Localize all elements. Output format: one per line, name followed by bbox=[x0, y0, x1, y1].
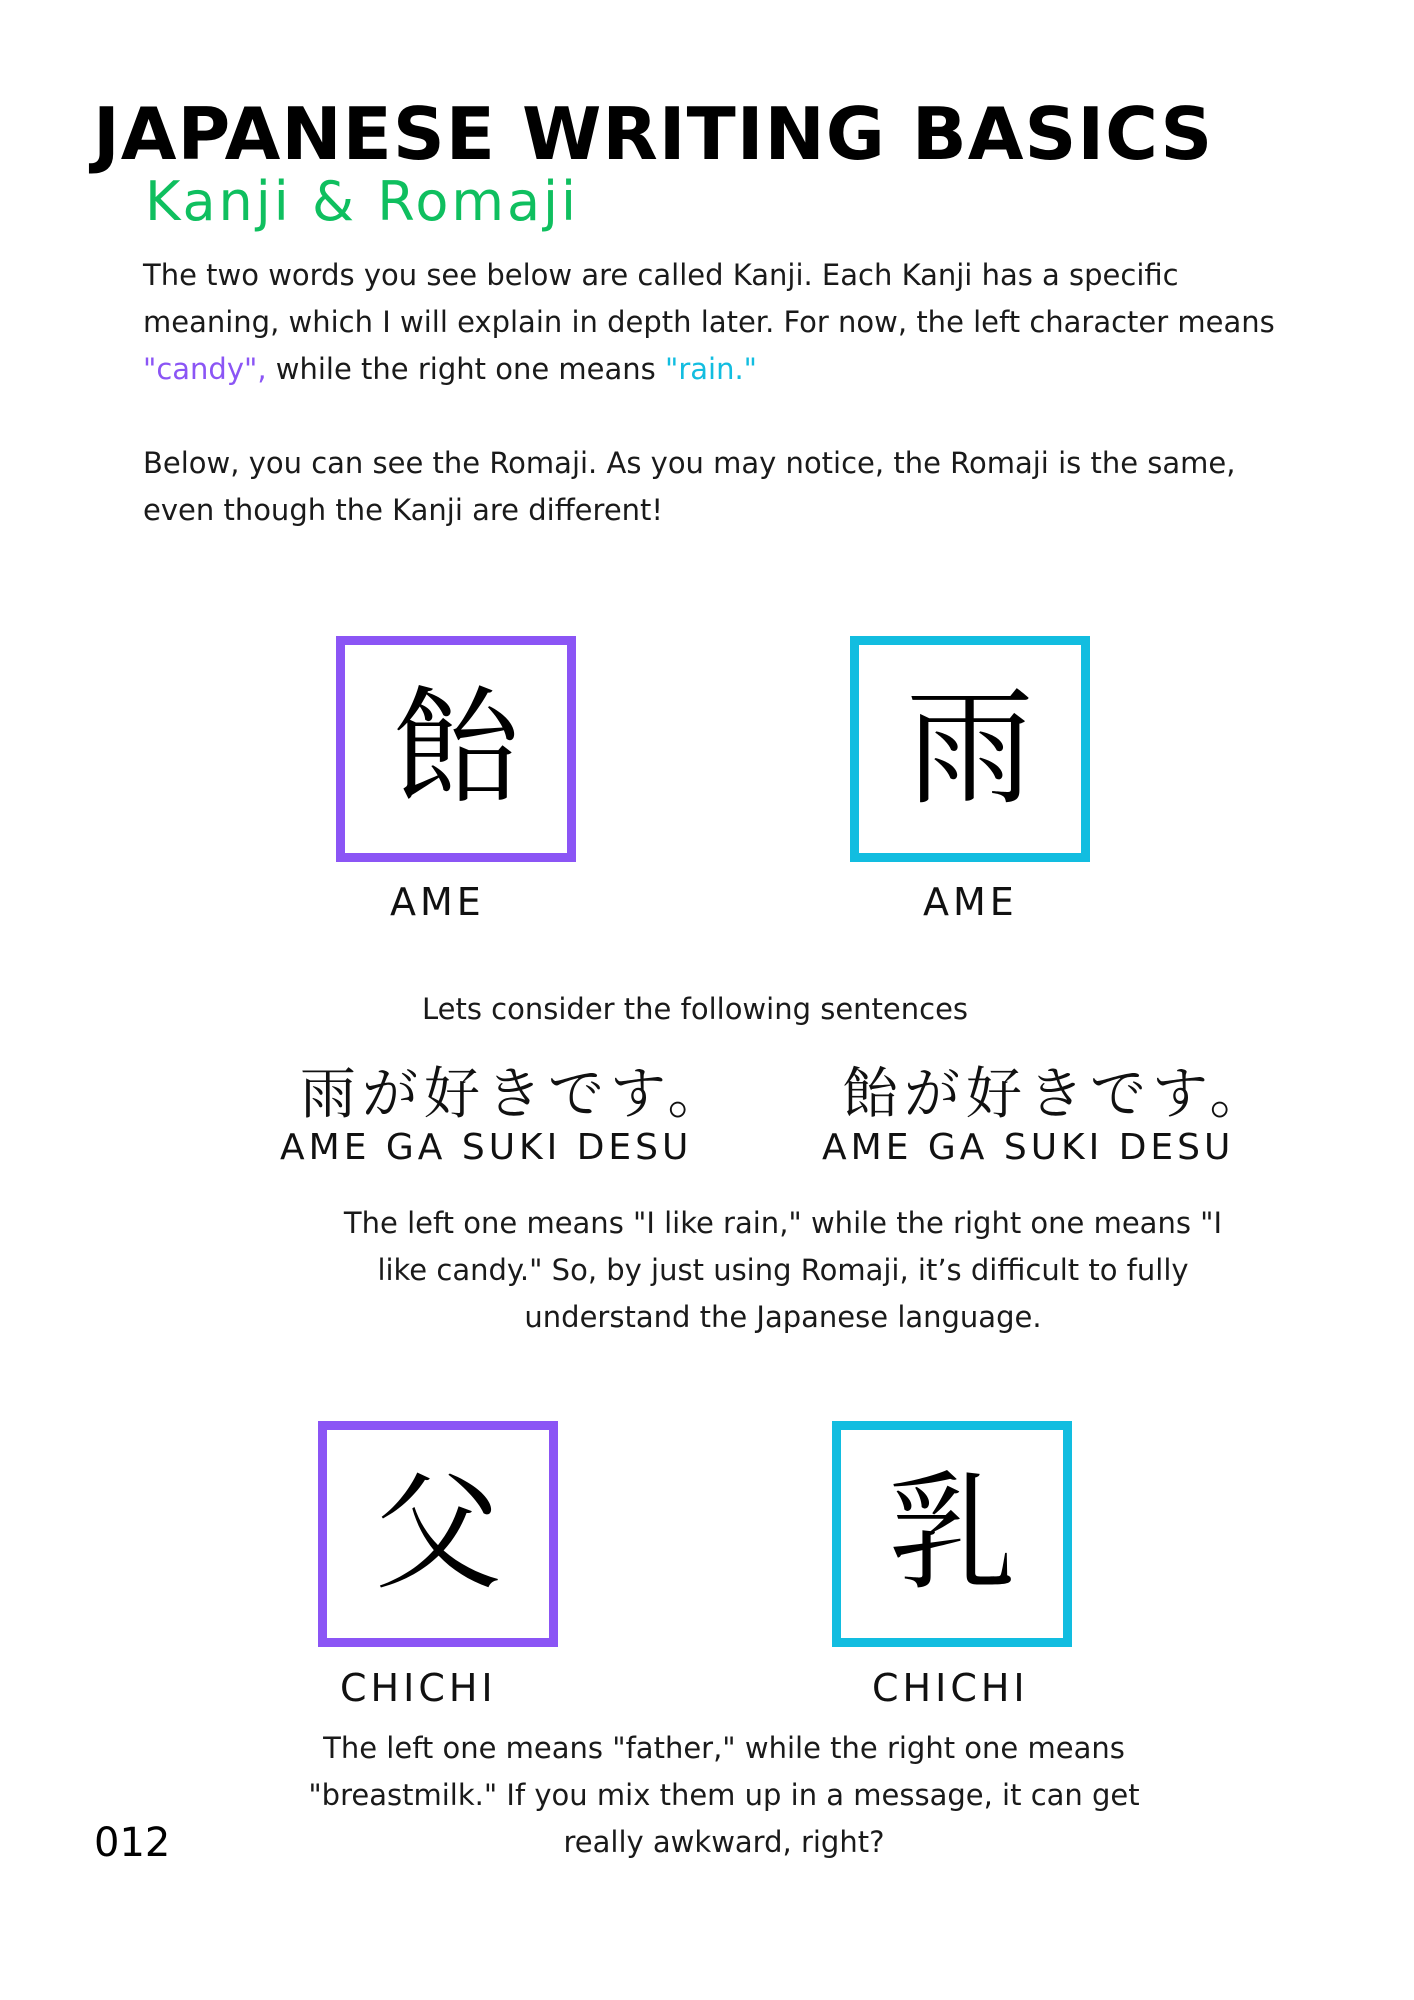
sentences-explanation bbox=[283, 1200, 1283, 1341]
sentence-left-japanese: 雨が好きです。 bbox=[300, 1062, 730, 1127]
page-title: JAPANESE WRITING BASICS bbox=[93, 92, 1214, 176]
page-subtitle: Kanji & Romaji bbox=[145, 170, 580, 233]
intro-p1-part2: while the right one means bbox=[266, 352, 665, 386]
sentence-right-japanese: 飴が好きです。 bbox=[842, 1062, 1272, 1127]
sentences-explanation-line-3: understand the Japanese language. bbox=[524, 1300, 1042, 1334]
page-number: 012 bbox=[94, 1820, 171, 1866]
intro-text bbox=[143, 252, 1293, 534]
intro-paragraph-2: Below, you can see the Romaji. As you may notice, the Romaji is the same, even though the Kanji are different! bbox=[143, 446, 1236, 527]
sentences-lead: Lets consider the following sentences bbox=[422, 992, 969, 1026]
kanji-breastmilk: 乳 bbox=[887, 1459, 1016, 1608]
kanji-box-rain bbox=[850, 636, 1090, 862]
romaji-candy: AME bbox=[390, 880, 485, 924]
romaji-breastmilk: CHICHI bbox=[872, 1666, 1029, 1710]
chichi-explanation-line-2: "breastmilk." If you mix them up in a message, it can get bbox=[308, 1778, 1140, 1812]
rain-highlight: "rain." bbox=[664, 352, 758, 386]
sentences-explanation-line-2: like candy." So, by just using Romaji, it’s difficult to fully bbox=[377, 1253, 1189, 1287]
kanji-father: 父 bbox=[373, 1459, 502, 1608]
chichi-explanation-line-3: really awkward, right? bbox=[563, 1825, 885, 1859]
romaji-rain: AME bbox=[923, 880, 1018, 924]
intro-paragraph-1 bbox=[143, 252, 1293, 393]
kanji-rain: 雨 bbox=[905, 674, 1034, 823]
candy-highlight: "candy", bbox=[143, 352, 267, 386]
kanji-box-father bbox=[318, 1421, 558, 1647]
sentence-left-romaji: AME GA SUKI DESU bbox=[280, 1127, 693, 1168]
kanji-box-candy bbox=[336, 636, 576, 862]
kanji-box-breastmilk bbox=[832, 1421, 1072, 1647]
chichi-explanation-line-1: The left one means "father," while the right one means bbox=[323, 1731, 1125, 1765]
kanji-candy: 飴 bbox=[391, 674, 520, 823]
chichi-explanation bbox=[224, 1725, 1224, 1866]
sentences-explanation-line-1: The left one means "I like rain," while the right one means "I bbox=[343, 1206, 1223, 1240]
romaji-father: CHICHI bbox=[340, 1666, 497, 1710]
intro-p1-part1: The two words you see below are called Kanji. Each Kanji has a specific meaning, which I will explain in depth later. For now, the left character means bbox=[143, 258, 1275, 339]
sentence-right-romaji: AME GA SUKI DESU bbox=[822, 1127, 1235, 1168]
